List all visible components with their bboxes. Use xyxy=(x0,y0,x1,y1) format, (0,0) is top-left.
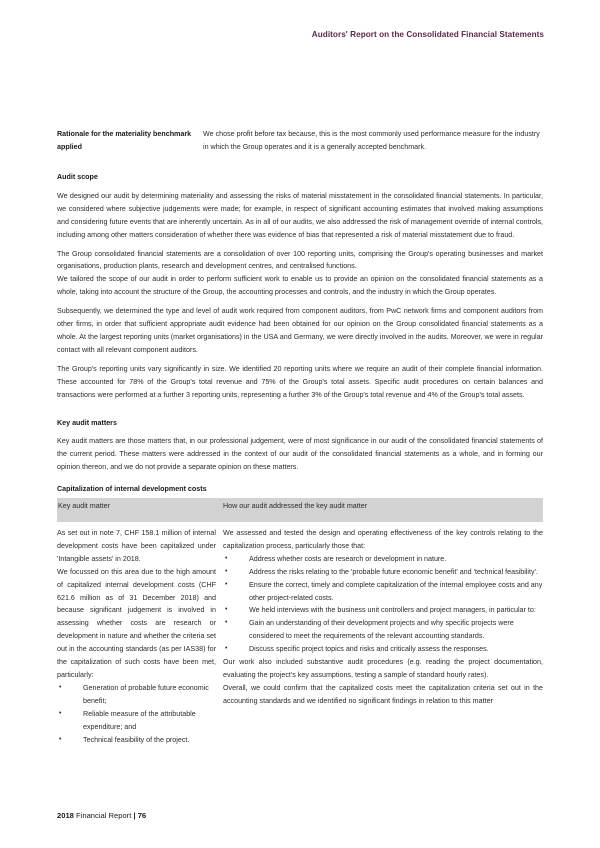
kam-response-list xyxy=(223,553,543,656)
materiality-rationale-row xyxy=(57,128,543,156)
list-item-text: Address the risks relating to the 'probable future economic benefit' and 'technical feasibility'. xyxy=(249,567,538,576)
audit-scope-paragraph: We tailored the scope of our audit in order to perform sufficient work to enable us to provide an opinion on the consolidated financial statements as a whole, taking into account the structure of the Group, the accounting processes and controls, and the industry in which the Group operates. xyxy=(57,275,543,297)
rationale-label: Rationale for the materiality benchmark applied xyxy=(57,130,192,151)
rationale-text: We chose profit before tax because, this is the most commonly used performance measure for the industry in which the Group operates and it is a generally accepted benchmark. xyxy=(203,130,540,151)
list-item xyxy=(57,708,216,734)
list-item-text: Ensure the correct, timely and complete capitalization of the internal employee costs and any other project-related costs. xyxy=(249,580,543,602)
bullet-icon: • xyxy=(59,735,62,743)
kam-matter-paragraph: As set out in note 7, CHF 158.1 million of internal development costs have been capitalized under 'Intangible assets' in 2018. xyxy=(57,529,216,563)
list-item-text: Technical feasibility of the project. xyxy=(83,735,190,744)
kam-response-paragraph: Our work also included substantive audit procedures (e.g. reading the project documentation, evaluating the project's key assumptions, testing a sample of standard hourly rates). xyxy=(223,658,543,679)
audit-scope-heading: Audit scope xyxy=(57,173,98,181)
audit-scope-paragraph: The Group's reporting units vary significantly in size. We identified 20 reporting units where we require an audit of their complete financial information. These accounted for 78% of the Group's total revenue and 75% of the Group's total assets. Specific audit procedures on certain balances and transactions were performed at a further 3 reporting units, representing a further 3% of the Group's total revenue and 4% of the Group's total assets. xyxy=(57,364,543,399)
list-item xyxy=(223,566,543,579)
kam-table-header xyxy=(57,498,543,523)
bullet-icon: • xyxy=(59,683,62,691)
list-item-text: Address whether costs are research or development in nature. xyxy=(249,554,447,563)
kam-table-row xyxy=(57,527,543,746)
audit-scope-paragraph: The Group consolidated financial statements are a consolidation of over 100 reporting units, comprising the Group's operating businesses and market organisations, production plants, research and development centres, and centralised functions. xyxy=(57,249,543,271)
list-item xyxy=(223,579,543,605)
page-header-title: Auditors' Report on the Consolidated Financial Statements xyxy=(311,30,544,39)
kam-column-header-response: How our audit addressed the key audit matter xyxy=(223,502,368,511)
audit-scope-paragraph: Subsequently, we determined the type and level of audit work required from component auditors, from PwC network firms and component auditors from other firms, in order that sufficient appropriate audit evidence had been obtained for our opinion on the Group consolidated financial statements as a whole. At the largest reporting units (market organisations) in the USA and Germany, we were directly involved in the audits. Moreover, we were in regular contact with all relevant component auditors. xyxy=(57,307,543,354)
kam-column-header-matter: Key audit matter xyxy=(58,502,110,511)
bullet-icon: • xyxy=(59,709,62,717)
key-audit-matters-heading: Key audit matters xyxy=(57,418,117,427)
list-item-text: Generation of probable future economic benefit; xyxy=(83,683,209,705)
list-item xyxy=(223,604,543,617)
kam-response-intro: We assessed and tested the design and operating effectiveness of the key controls relating to the capitalization process, particularly those that: xyxy=(223,529,543,550)
list-item xyxy=(223,643,543,656)
footer-year: 2018 xyxy=(57,811,74,820)
bullet-icon: • xyxy=(225,580,228,588)
kam-matter-paragraph: We focussed on this area due to the high amount of capitalized internal development costs (CHF 621.6 million as of 31 December 2018) and because significant judgement is involved in assessing whether costs are research or development in nature and whether the criteria set out in the accounting standards (as per IAS38) for the capitalization of such costs have been met, particularly: xyxy=(57,567,216,679)
key-audit-matters-paragraph: Key audit matters are those matters that, in our professional judgement, were of most significance in our audit of the consolidated financial statements of the current period. These matters were addressed in the context of our audit of the consolidated financial statements as a whole, and in forming our opinion thereon, and we do not provide a separate opinion on these matters. xyxy=(57,437,543,472)
list-item-text: Discuss specific project topics and risks and critically assess the responses. xyxy=(249,645,489,654)
list-item xyxy=(223,553,543,566)
kam-response-cell xyxy=(223,527,543,746)
bullet-icon: • xyxy=(225,554,228,562)
bullet-icon: • xyxy=(225,606,228,614)
report-content xyxy=(57,128,543,746)
audit-scope-paragraph: We designed our audit by determining materiality and assessing the risks of material misstatement in the consolidated financial statements. In particular, we considered where subjective judgements were made; for example, in respect of significant accounting estimates that involved making assumptions and considering future events that are inherently uncertain. As in all of our audits, we also addressed the risk of management override of internal controls, including among other matters consideration of whether there was evidence of bias that represented a risk of material misstatement due to fraud. xyxy=(57,191,543,239)
page-footer xyxy=(57,811,146,820)
kam-matter-criteria-list xyxy=(57,682,216,747)
page-number: 76 xyxy=(137,811,147,820)
list-item-text: Gain an understanding of their development projects and why specific projects were considered to meet the requirements of the relevant accounting standards. xyxy=(249,619,514,641)
bullet-icon: • xyxy=(225,567,228,575)
list-item xyxy=(57,734,216,747)
kam-response-paragraph: Overall, we could confirm that the capitalized costs meet the capitalization criteria set out in the accounting standards and we identified no significant findings in relation to this matter xyxy=(223,683,543,705)
list-item xyxy=(57,682,216,708)
bullet-icon: • xyxy=(225,619,228,627)
kam-table xyxy=(57,498,543,746)
kam-table-title: Capitalization of internal development costs xyxy=(57,485,207,494)
list-item xyxy=(223,617,543,643)
kam-matter-cell xyxy=(57,527,216,746)
footer-label: Financial Report xyxy=(76,811,132,820)
bullet-icon: • xyxy=(225,645,228,653)
list-item-text: We held interviews with the business unit controllers and project managers, in particular to: xyxy=(249,606,536,615)
footer-separator: | xyxy=(133,811,136,820)
list-item-text: Reliable measure of the attributable expenditure; and xyxy=(83,709,196,731)
